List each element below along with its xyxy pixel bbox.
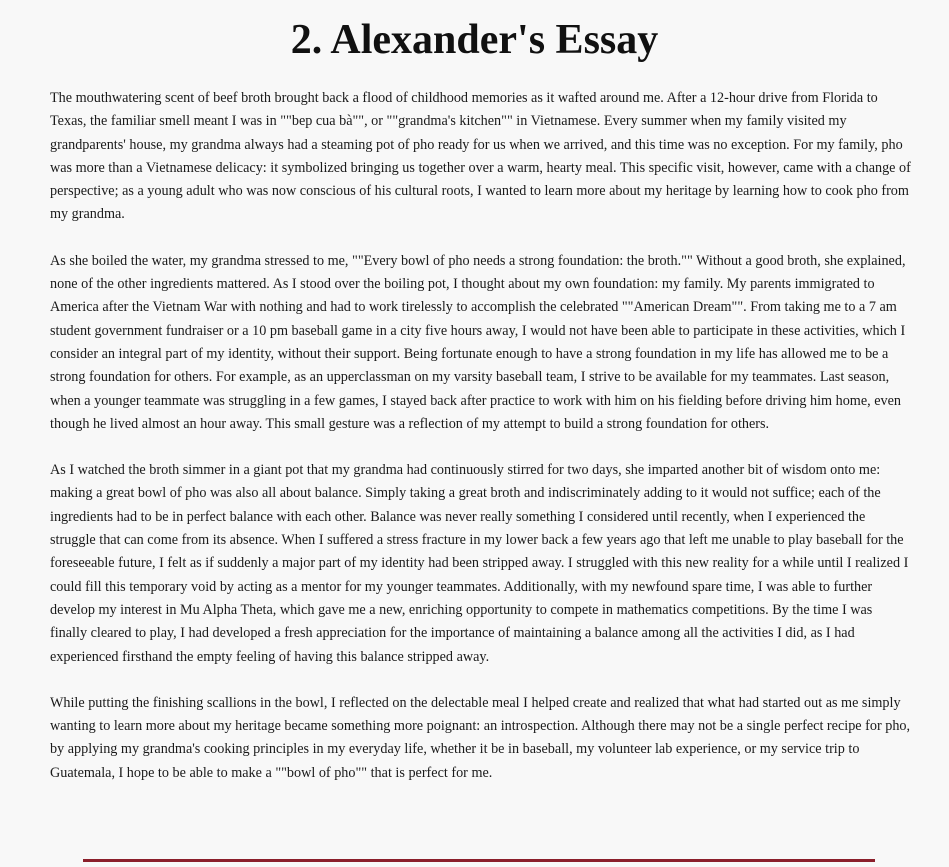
section-divider [83, 859, 875, 862]
essay-title: 2. Alexander's Essay [290, 17, 659, 63]
essay-body [50, 87, 912, 808]
essay-paragraph-1: The mouthwatering scent of beef broth brought back a flood of childhood memories as it wafted around me. After a 12-hour drive from Florida to Texas, the familiar smell meant I was in ""bep cua bà"", or ""grandma's kitchen"" in Vietnamese. Every summer when my family visited my grandparents' house, my grandma always had a steaming pot of pho ready for us when we arrived, and this time was no exception. For my family, pho was more than a Vietnamese delicacy: it symbolized bringing us together over a warm, hearty meal. This specific visit, however, came with a change of perspective; as a young adult who was now conscious of his cultural roots, I wanted to learn more about my heritage by learning how to cook pho from my grandma. [50, 90, 911, 223]
essay-paragraph-4: While putting the finishing scallions in the bowl, I reflected on the delectable meal I helped create and realized that what had started out as me simply wanting to learn more about my heritage became something more poignant: an introspection. Although there may not be a single perfect recipe for pho, by applying my grandma's cooking principles in my everyday life, whether it be in baseball, my volunteer lab experience, or my service trip to Guatemala, I hope to be able to make a ""bowl of pho"" that is perfect for me. [50, 694, 911, 781]
essay-paragraph-3: As I watched the broth simmer in a giant pot that my grandma had continuously stirred for two days, she imparted another bit of wisdom onto me: making a great bowl of pho was also all about balance. Simply taking a great broth and indiscriminately adding to it would not suffice; each of the ingredients had to be in perfect balance with each other. Balance was never really something I considered until recently, when I experienced the struggle that can come from its absence. When I suffered a stress fracture in my lower back a few years ago that left me unable to play baseball for the foreseeable future, I felt as if suddenly a major part of my identity had been stripped away. I struggled with this new reality for a while until I realized I could fill this temporary void by acting as a mentor for my younger teammates. Additionally, with my newfound spare time, I was able to further develop my interest in Mu Alpha Theta, which gave me a new, enriching opportunity to compete in mathematics competitions. By the time I was finally cleared to play, I had developed a fresh appreciation for the importance of maintaining a balance among all the activities I did, as I had experienced firsthand the empty feeling of having this balance stripped away. [50, 462, 909, 665]
essay-paragraph-2: As she boiled the water, my grandma stressed to me, ""Every bowl of pho needs a strong foundation: the broth."" Without a good broth, she explained, none of the other ingredients mattered. As I stood over the boiling pot, I thought about my own foundation: my family. My parents immigrated to America after the Vietnam War with nothing and had to work tirelessly to accomplish the celebrated ""American Dream"". From taking me to a 7 am student government fundraiser or a 10 pm baseball game in a city five hours away, I would not have been able to participate in these activities, which I consider an integral part of my identity, without their support. Being fortunate enough to have a strong foundation in my life has allowed me to be a strong foundation for others. For example, as an upperclassman on my varsity baseball team, I strive to be available for my teammates. Last season, when a younger teammate was struggling in a few games, I stayed back after practice to work with him on his fielding before driving him home, even though he lived almost an hour away. This small gesture was a reflection of my attempt to build a strong foundation for others. [50, 252, 906, 432]
